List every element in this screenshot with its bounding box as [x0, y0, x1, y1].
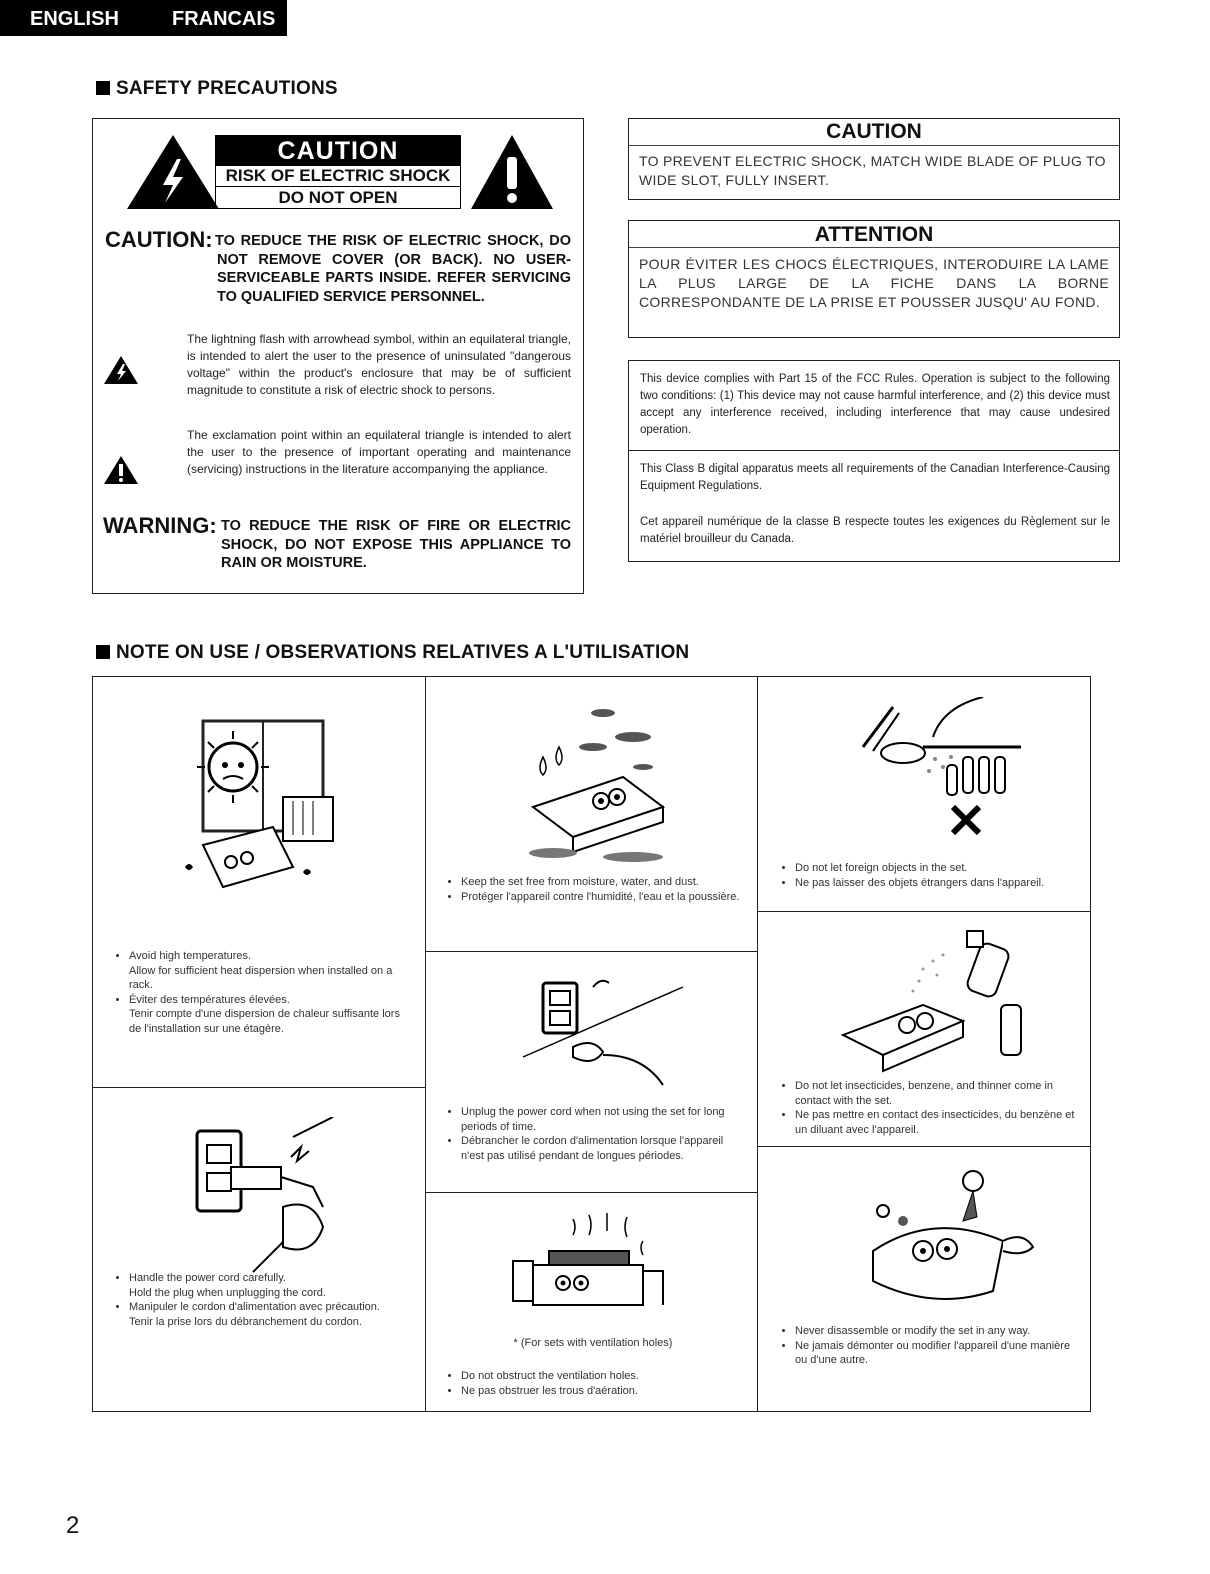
- section-bullet-icon: [96, 81, 110, 95]
- warning-label: WARNING:: [103, 513, 217, 538]
- note-on-use-section-title: NOTE ON USE / OBSERVATIONS RELATIVES A L'UTILISATION: [96, 642, 689, 664]
- divider: [757, 677, 758, 1411]
- section-bullet-icon: [96, 645, 110, 659]
- cord-note: [113, 1271, 409, 1329]
- ventilation-illustration: [493, 1211, 693, 1331]
- unplug-illustration: [513, 967, 693, 1087]
- unplug-note: [445, 1105, 741, 1163]
- divider: [757, 1146, 1090, 1147]
- foreign-objects-note-en: • Do not let foreign objects in the set.: [795, 861, 1075, 876]
- vent-footnote: * (For sets with ventilation holes): [513, 1337, 673, 1349]
- foreign-objects-note: [779, 861, 1075, 890]
- moisture-note: [445, 875, 741, 904]
- moisture-note-fr: • Protéger l'appareil contre l'humidité, l'eau et la poussière.: [461, 890, 741, 905]
- divider: [425, 677, 426, 1411]
- foreign-objects-note-fr: • Ne pas laisser des objets étrangers dans l'appareil.: [795, 876, 1075, 891]
- divider: [425, 951, 757, 952]
- vent-note-fr: • Ne pas obstruer les trous d'aération.: [461, 1384, 741, 1399]
- plug-caution-title: CAUTION: [629, 119, 1119, 146]
- do-not-open-line: DO NOT OPEN: [278, 188, 398, 207]
- small-lightning-icon: [103, 355, 139, 385]
- foreign-objects-illustration: [833, 697, 1033, 847]
- heat-note-fr: • Éviter des températures élevées. Tenir compte d'une dispersion de chaleur suffisante lors de l'installation sur une étagère.: [129, 993, 409, 1037]
- moisture-note-en: • Keep the set free from moisture, water, and dust.: [461, 875, 741, 890]
- risk-of-shock-line: RISK OF ELECTRIC SHOCK: [216, 166, 460, 187]
- plug-caution-text: TO PREVENT ELECTRIC SHOCK, MATCH WIDE BLADE OF PLUG TO WIDE SLOT, FULLY INSERT.: [639, 153, 1106, 188]
- heat-note: [113, 949, 409, 1036]
- divider: [757, 911, 1090, 912]
- plug-attention-text: POUR ÉVITER LES CHOCS ÉLECTRIQUES, INTERODUIRE LA LAME LA PLUS LARGE DE LA FICHE DANS LA BORNE CORRESPONDANTE DE LA PRISE ET POUSSER JUSQU' AU FOND.: [639, 256, 1109, 310]
- divider: [93, 1087, 425, 1088]
- cord-note-fr: • Manipuler le cordon d'alimentation avec précaution. Tenir la prise lors du débranchement du cordon.: [129, 1300, 409, 1329]
- exclamation-warning-icon: [469, 133, 555, 211]
- unplug-note-en: • Unplug the power cord when not using the set for long periods of time.: [461, 1105, 741, 1134]
- caution-text: TO REDUCE THE RISK OF ELECTRIC SHOCK, DO NOT REMOVE COVER (OR BACK). NO USER-SERVICEABLE PARTS INSIDE. REFER SERVICING TO QUALIFIED SERVICE PERSONNEL.: [215, 233, 571, 305]
- unplug-note-fr: • Débrancher le cordon d'alimentation lorsque l'appareil n'est pas utilisé pendant de longues périodes.: [461, 1134, 741, 1163]
- disassemble-illustration: [853, 1161, 1053, 1311]
- safety-section-title: SAFETY PRECAUTIONS: [96, 78, 338, 100]
- plug-attention-title: ATTENTION: [629, 221, 1119, 248]
- divider: [425, 1192, 757, 1193]
- chemicals-note: [779, 1079, 1075, 1137]
- note-on-use-grid: [92, 676, 1091, 1412]
- language-tab-francais: FRANCAIS: [172, 8, 276, 30]
- page-number: 2: [66, 1512, 80, 1539]
- disassemble-note: [779, 1324, 1075, 1368]
- fcc-compliance-box: [628, 360, 1120, 562]
- canada-statement-fr: Cet appareil numérique de la classe B respecte toutes les exigences du Règlement sur le matériel brouilleur du Canada.: [640, 516, 1110, 545]
- language-tab-english: ENGLISH: [30, 8, 119, 30]
- chemicals-note-fr: • Ne pas mettre en contact des insecticides, du benzène et un diluant avec l'appareil.: [795, 1108, 1075, 1137]
- power-cord-illustration: [173, 1117, 353, 1277]
- canada-statement-en: This Class B digital apparatus meets all requirements of the Canadian Interference-Causing Equipment Regulations.: [640, 463, 1110, 492]
- language-bar: [0, 0, 287, 36]
- chemicals-note-en: • Do not let insecticides, benzene, and thinner come in contact with the set.: [795, 1079, 1075, 1108]
- plug-attention-box: [628, 220, 1120, 338]
- heat-note-en: • Avoid high temperatures. Allow for sufficient heat dispersion when installed on a rack.: [129, 949, 409, 993]
- plug-caution-box: [628, 118, 1120, 200]
- fcc-statement: This device complies with Part 15 of the FCC Rules. Operation is subject to the following two conditions: (1) This device may not cause harmful interference, and (2) this device must accept any interference received, including interference that may cause undesired operation.: [640, 373, 1110, 436]
- lightning-symbol-description: The lightning flash with arrowhead symbol, within an equilateral triangle, is intended to alert the user to the presence of uninsulated "dangerous voltage" within the product's enclosure that may be of sufficient magnitude to constitute a risk of electric shock to persons.: [187, 332, 571, 397]
- moisture-dust-illustration: [493, 697, 693, 867]
- vent-note-en: • Do not obstruct the ventilation holes.: [461, 1369, 741, 1384]
- cord-note-en: • Handle the power cord carefully. Hold the plug when unplugging the cord.: [129, 1271, 409, 1300]
- caution-label: CAUTION:: [105, 227, 213, 252]
- caution-label-block: [215, 135, 461, 209]
- heat-sun-illustration: [173, 717, 353, 907]
- insecticide-spray-illustration: [833, 925, 1053, 1075]
- divider: [629, 450, 1119, 451]
- safety-caution-box: [92, 118, 584, 594]
- warning-text: TO REDUCE THE RISK OF FIRE OR ELECTRIC SHOCK, DO NOT EXPOSE THIS APPLIANCE TO RAIN OR MOISTURE.: [221, 518, 571, 571]
- disassemble-note-en: • Never disassemble or modify the set in any way.: [795, 1324, 1075, 1339]
- vent-note: [445, 1369, 741, 1398]
- lightning-warning-icon: [125, 133, 221, 211]
- caution-banner: CAUTION: [216, 136, 460, 166]
- small-exclamation-icon: [103, 455, 139, 485]
- exclamation-symbol-description: The exclamation point within an equilateral triangle is intended to alert the user to the presence of important operating and maintenance (servicing) instructions in the literature accompanying the appliance.: [187, 428, 571, 476]
- disassemble-note-fr: • Ne jamais démonter ou modifier l'appareil d'une manière ou d'une autre.: [795, 1339, 1075, 1368]
